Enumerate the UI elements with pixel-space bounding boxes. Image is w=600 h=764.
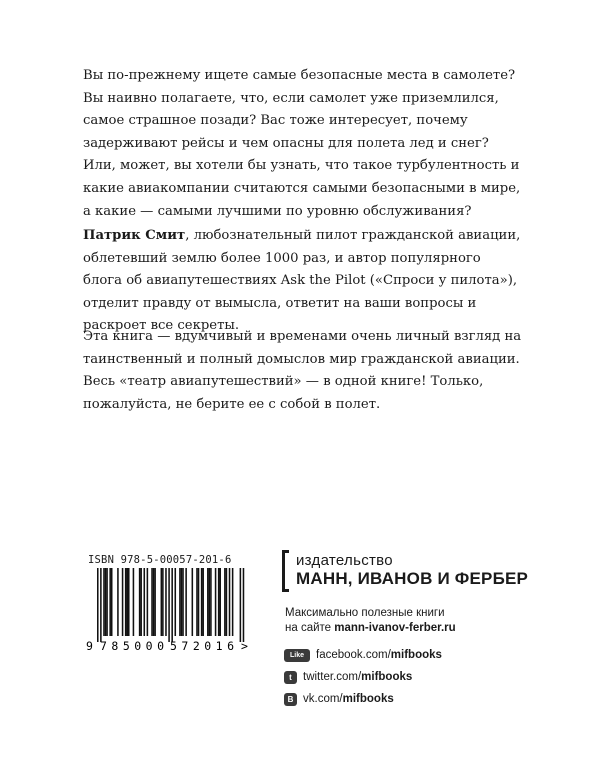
barcode-bar bbox=[192, 568, 194, 636]
barcode-bar bbox=[147, 568, 149, 636]
facebook-link bbox=[316, 649, 442, 661]
publisher-bracket-logo bbox=[282, 550, 289, 592]
publisher-website: mann-ivanov-ferber.ru bbox=[334, 622, 456, 634]
description-paragraph-2 bbox=[83, 225, 523, 338]
social-row-facebook bbox=[284, 644, 442, 666]
twitter-icon: t bbox=[284, 671, 297, 684]
barcode-digits-right: 572016 bbox=[170, 639, 234, 652]
barcode-bar bbox=[202, 568, 204, 636]
barcode-bar bbox=[168, 568, 170, 642]
barcode-suffix: > bbox=[241, 639, 248, 652]
barcode-bar bbox=[179, 568, 181, 636]
barcode-bar bbox=[196, 568, 198, 636]
social-row-vk bbox=[284, 688, 442, 710]
barcode-bar bbox=[126, 568, 128, 636]
link-handle: mifbooks bbox=[390, 649, 442, 661]
author-name: Патрик Смит bbox=[83, 228, 186, 243]
isbn-barcode bbox=[86, 553, 256, 652]
barcode-bar bbox=[117, 568, 119, 636]
barcode-bar bbox=[201, 568, 203, 636]
barcode-bar bbox=[100, 568, 102, 642]
barcode-bar bbox=[97, 568, 99, 642]
barcode-bar bbox=[215, 568, 217, 636]
barcode-bar bbox=[162, 568, 164, 636]
barcode-digits-left: 785000 bbox=[100, 639, 164, 652]
paragraph-text: Вы по-прежнему ищете самые безопасные места в самолете? Вы наивно полагаете, что, если самолет уже приземлился, самое страшное позади? Вас тоже интересует, почему задерживают рейсы и чем опасны для полета лед и снег? Или, может, вы хотели бы узнать, что такое турбулентность и какие авиакомпании считаются самыми безопасными в мире, а какие — самыми лучшими по уровню обслуживания? bbox=[83, 68, 521, 219]
barcode-bar bbox=[229, 568, 231, 636]
barcode-bar bbox=[144, 568, 146, 636]
barcode-bar bbox=[224, 568, 226, 636]
barcode-bar bbox=[207, 568, 209, 636]
link-handle: mifbooks bbox=[342, 693, 394, 705]
author-bio: , любознательный пилот гражданской авиации, облетевший землю более 1000 раз, и автор популярного блога об авиапутешествиях Ask the Pilot («Спроси у пилота»), отделит правду от вымысла, ответит на ваши вопросы и раскроет все секреты. bbox=[83, 228, 521, 334]
vk-link bbox=[303, 693, 394, 705]
barcode-bar bbox=[154, 568, 156, 636]
barcode-bar bbox=[139, 568, 141, 636]
link-handle: mifbooks bbox=[361, 671, 413, 683]
social-links bbox=[284, 644, 442, 710]
social-row-twitter bbox=[284, 666, 442, 688]
publisher-label: издательство bbox=[296, 552, 393, 569]
barcode-bar bbox=[232, 568, 234, 636]
barcode-bar bbox=[153, 568, 155, 636]
barcode-bar bbox=[109, 568, 111, 636]
barcode-bar bbox=[198, 568, 200, 636]
barcode-bar bbox=[226, 568, 228, 636]
barcode-bar bbox=[161, 568, 163, 636]
paragraph-text: Эта книга — вдумчивый и временами очень личный взгляд на таинственный и полный домыслов мир гражданской авиации. Весь «театр авиапутешествий» — в одной книге! Только, пожалуйста, не берите ее с собой в полет. bbox=[83, 329, 522, 412]
twitter-link bbox=[303, 671, 412, 683]
barcode-bar bbox=[209, 568, 211, 636]
description-paragraph-3 bbox=[83, 326, 523, 416]
barcode-bar bbox=[219, 568, 221, 636]
link-prefix: vk.com/ bbox=[303, 693, 343, 705]
barcode-image bbox=[86, 568, 256, 652]
barcode-bar bbox=[243, 568, 245, 642]
publisher-tagline bbox=[285, 606, 456, 636]
barcode-bar bbox=[128, 568, 130, 636]
barcode-bar bbox=[106, 568, 108, 636]
barcode-bar bbox=[165, 568, 167, 636]
barcode-bar bbox=[103, 568, 105, 636]
facebook-like-icon: Like bbox=[284, 649, 310, 662]
barcode-bar bbox=[111, 568, 113, 636]
vk-icon: B bbox=[284, 693, 297, 706]
barcode-bars bbox=[97, 568, 244, 642]
link-prefix: facebook.com/ bbox=[316, 649, 391, 661]
isbn-label: ISBN 978-5-00057-201-6 bbox=[88, 554, 232, 566]
paragraph-text bbox=[83, 225, 523, 338]
barcode-bar bbox=[218, 568, 220, 636]
link-prefix: twitter.com/ bbox=[303, 671, 362, 683]
tagline-prefix: на сайте bbox=[285, 622, 335, 634]
barcode-bar bbox=[240, 568, 242, 642]
barcode-bar bbox=[133, 568, 135, 636]
barcode-bar bbox=[210, 568, 212, 636]
description-paragraph-1 bbox=[83, 65, 523, 223]
barcode-bar bbox=[182, 568, 184, 636]
barcode-bar bbox=[105, 568, 107, 636]
tagline-line-2 bbox=[285, 621, 456, 636]
barcode-bar bbox=[171, 568, 173, 642]
barcode-bar bbox=[175, 568, 177, 636]
barcode-bar bbox=[140, 568, 142, 636]
barcode-bar bbox=[185, 568, 187, 636]
publisher-name: МАНН, ИВАНОВ И ФЕРБЕР bbox=[296, 569, 529, 588]
barcode-bar bbox=[125, 568, 127, 636]
tagline-line-1: Максимально полезные книги bbox=[285, 607, 445, 619]
barcode-bar bbox=[122, 568, 124, 636]
barcode-digit-first: 9 bbox=[86, 639, 93, 652]
barcode-bar bbox=[151, 568, 153, 636]
barcode-bar bbox=[181, 568, 183, 636]
